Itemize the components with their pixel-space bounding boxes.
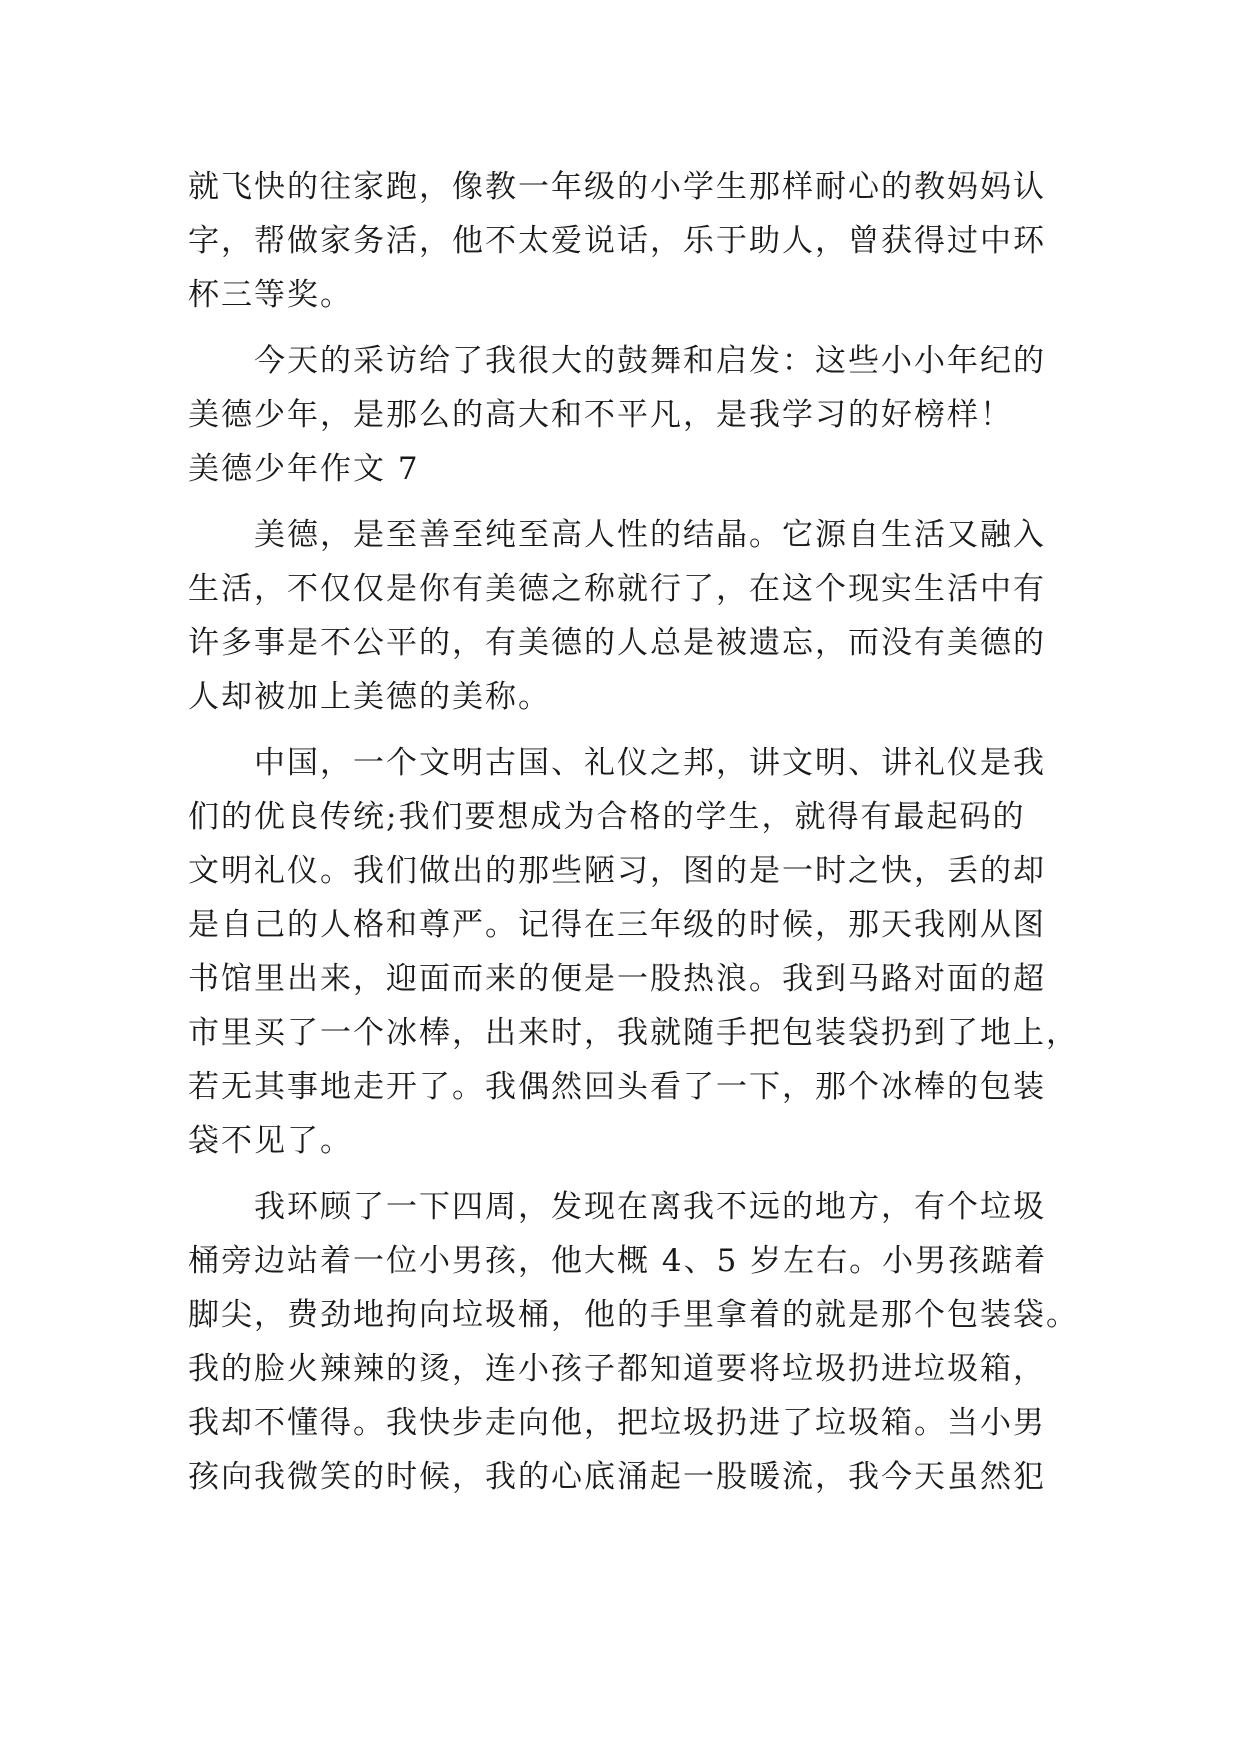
text-line: 若无其事地走开了。我偶然回头看了一下，那个冰棒的包装 — [188, 1069, 1046, 1105]
text-line: 生活，不仅仅是你有美德之称就行了，在这个现实生活中有 — [188, 571, 1046, 607]
text-line: 桶旁边站着一位小男孩，他大概 4、5 岁左右。小男孩踮着 — [188, 1243, 1048, 1279]
paragraph-start-line: 我环顾了一下四周，发现在离我不远的地方，有个垃圾 — [254, 1189, 1046, 1225]
text-line: 就飞快的往家跑，像教一年级的小学生那样耐心的教妈妈认 — [188, 169, 1046, 205]
paragraph-start-line: 今天的采访给了我很大的鼓舞和启发：这些小小年纪的 — [254, 343, 1046, 379]
text-line: 我的脸火辣辣的烫，连小孩子都知道要将垃圾扔进垃圾箱， — [188, 1351, 1046, 1387]
text-line: 许多事是不公平的，有美德的人总是被遗忘，而没有美德的 — [188, 625, 1046, 661]
text-line: 孩向我微笑的时候，我的心底涌起一股暖流，我今天虽然犯 — [188, 1459, 1046, 1495]
paragraph-start-line: 美德，是至善至纯至高人性的结晶。它源自生活又融入 — [254, 517, 1046, 553]
text-line: 人却被加上美德的美称。 — [188, 679, 551, 715]
text-line: 们的优良传统;我们要想成为合格的学生，就得有最起码的 — [188, 799, 1026, 835]
text-line: 我却不懂得。我快步走向他，把垃圾扔进了垃圾箱。当小男 — [188, 1405, 1046, 1441]
text-line: 书馆里出来，迎面而来的便是一股热浪。我到马路对面的超 — [188, 961, 1046, 997]
text-line: 袋不见了。 — [188, 1123, 353, 1159]
text-line: 文明礼仪。我们做出的那些陋习，图的是一时之快，丢的却 — [188, 853, 1046, 889]
paragraph-start-line: 中国，一个文明古国、礼仪之邦，讲文明、讲礼仪是我 — [254, 745, 1046, 781]
text-line: 杯三等奖。 — [188, 277, 353, 313]
text-line: 脚尖，费劲地拘向垃圾桶，他的手里拿着的就是那个包装袋。 — [188, 1297, 1079, 1333]
section-heading: 美德少年作文 7 — [188, 451, 420, 487]
text-line: 是自己的人格和尊严。记得在三年级的时候，那天我刚从图 — [188, 907, 1046, 943]
text-line: 字，帮做家务活，他不太爱说话，乐于助人，曾获得过中环 — [188, 223, 1046, 259]
document-body — [188, 160, 1079, 1504]
text-line: 市里买了一个冰棒，出来时，我就随手把包装袋扔到了地上， — [188, 1015, 1079, 1051]
text-line: 美德少年，是那么的高大和不平凡，是我学习的好榜样！ — [188, 397, 1013, 433]
